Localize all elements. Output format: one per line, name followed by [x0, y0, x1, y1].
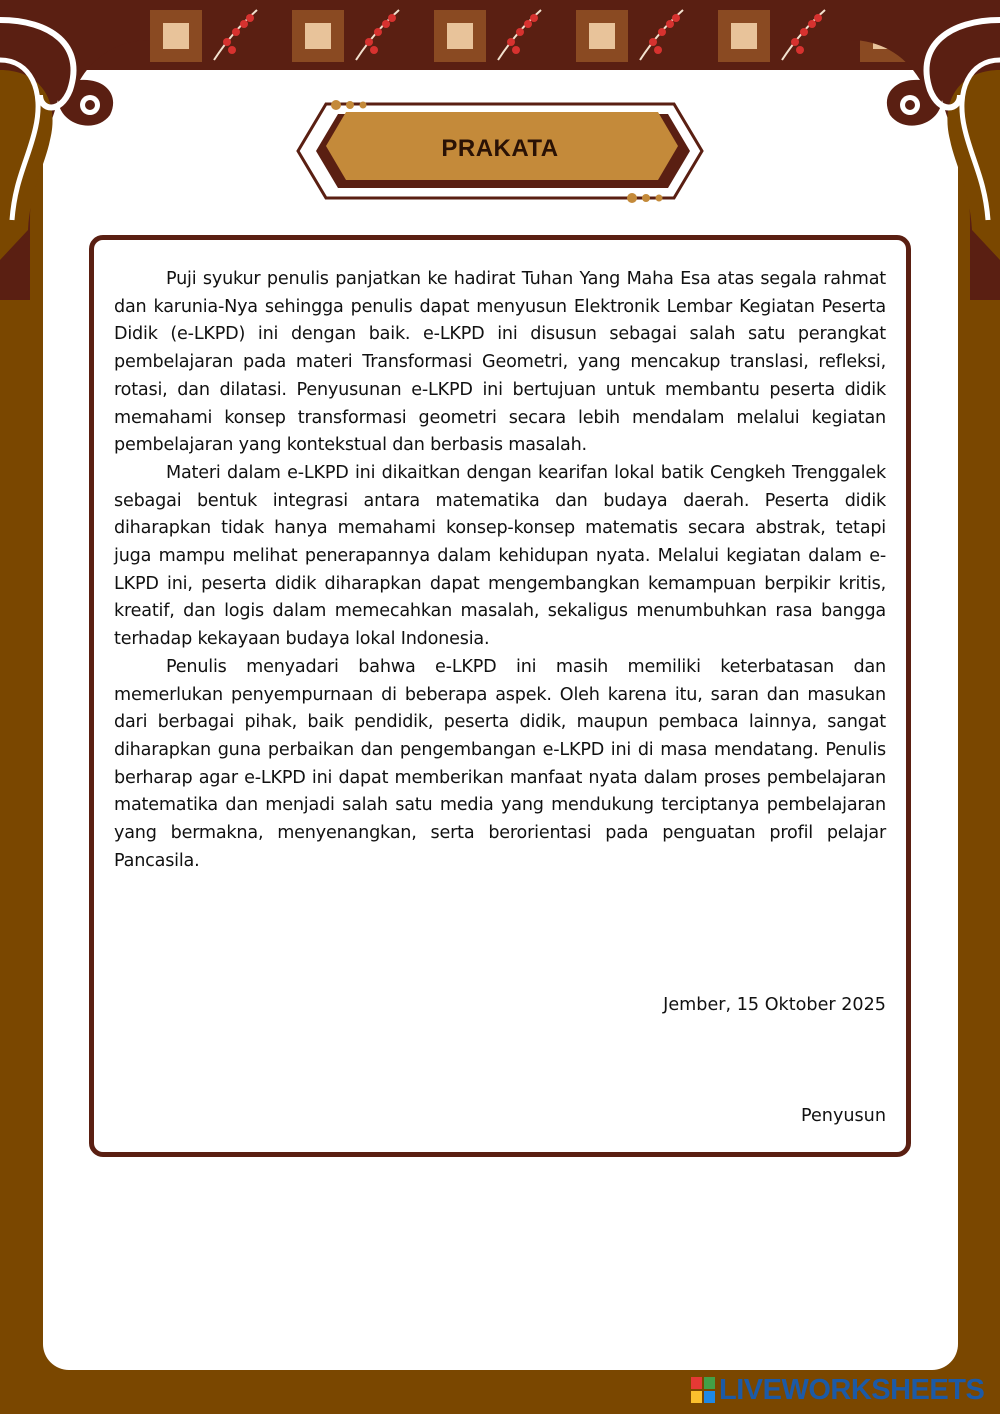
batik-clove-bud [654, 46, 662, 54]
liveworksheets-watermark [691, 1373, 984, 1407]
title-banner [296, 96, 704, 206]
page-title: PRAKATA [441, 135, 559, 162]
batik-clove-bud [524, 20, 532, 28]
batik-clove-bud [791, 38, 799, 46]
liveworksheets-logo-icon [691, 1377, 715, 1403]
batik-clove-bud [374, 28, 382, 36]
batik-clove-bud [228, 46, 236, 54]
batik-clove-bud [796, 46, 804, 54]
paragraph-3: Penulis menyadari bahwa e-LKPD ini masih memiliki keterbatasan dan memerlukan penyempurnaan di beberapa aspek. Oleh karena itu, saran dan masukan dari berbagai pihak, baik pendidik, peserta didik, maupun pembaca lainnya, sangat diharapkan guna perbaikan dan pengembangan e-LKPD ini di masa mendatang. Penulis berharap agar e-LKPD ini dapat memberikan manfaat nyata dalam proses pembelajaran matematika dan menjadi salah satu media yang mendukung terciptanya pembelajaran yang bermakna, menyenangkan, serta berorientasi pada penguatan profil pelajar Pancasila. [114, 656, 886, 871]
batik-square-center [589, 23, 615, 49]
batik-clove-bud [666, 20, 674, 28]
batik-square-center [731, 23, 757, 49]
batik-square-center [163, 23, 189, 49]
batik-square-center [447, 23, 473, 49]
batik-clove-bud [800, 28, 808, 36]
batik-clove-bud [808, 20, 816, 28]
batik-clove-bud [232, 28, 240, 36]
date-line: Jember, 15 Oktober 2025 [663, 995, 886, 1015]
batik-clove-bud [223, 38, 231, 46]
watermark-text: LIVEWORKSHEETS [719, 1373, 985, 1406]
batik-clove-bud [507, 38, 515, 46]
batik-clove-bud [658, 28, 666, 36]
batik-clove-bud [649, 38, 657, 46]
batik-clove-bud [370, 46, 378, 54]
batik-clove-bud [365, 38, 373, 46]
batik-square-center [305, 23, 331, 49]
batik-clove-bud [240, 20, 248, 28]
preface-body [114, 266, 886, 875]
batik-clove-bud [814, 14, 822, 22]
batik-clove-bud [516, 28, 524, 36]
batik-clove-bud [388, 14, 396, 22]
batik-clove-bud [382, 20, 390, 28]
paragraph-2: Materi dalam e-LKPD ini dikaitkan dengan kearifan lokal batik Cengkeh Trenggalek sebagai bentuk integrasi antara matematika dan budaya daerah. Peserta didik diharapkan tidak hanya memahami konsep-konsep matematis secara abstrak, tetapi juga mampu melihat penerapannya dalam kehidupan nyata. Melalui kegiatan dalam e-LKPD ini, peserta didik diharapkan dapat mengembangkan kemampuan berpikir kritis, kreatif, dan logis dalam memecahkan masalah, sekaligus menumbuhkan rasa bangga terhadap kekayaan budaya lokal Indonesia. [114, 462, 886, 650]
paragraph-1: Puji syukur penulis panjatkan ke hadirat Tuhan Yang Maha Esa atas segala rahmat dan karunia-Nya sehingga penulis dapat menyusun Elektronik Lembar Kegiatan Peserta Didik (e-LKPD) ini dengan baik. e-LKPD ini disusun sebagai salah satu perangkat pembelajaran pada materi Transformasi Geometri, yang mencakup translasi, refleksi, rotasi, dan dilatasi. Penyusunan e-LKPD ini bertujuan untuk membantu peserta didik memahami konsep transformasi geometri secara lebih mendalam melalui kegiatan pembelajaran yang kontekstual dan berbasis masalah. [114, 269, 886, 456]
batik-clove-bud [672, 14, 680, 22]
batik-clove-bud [530, 14, 538, 22]
batik-clove-bud [246, 14, 254, 22]
author-line: Penyusun [801, 1106, 886, 1126]
batik-clove-bud [512, 46, 520, 54]
